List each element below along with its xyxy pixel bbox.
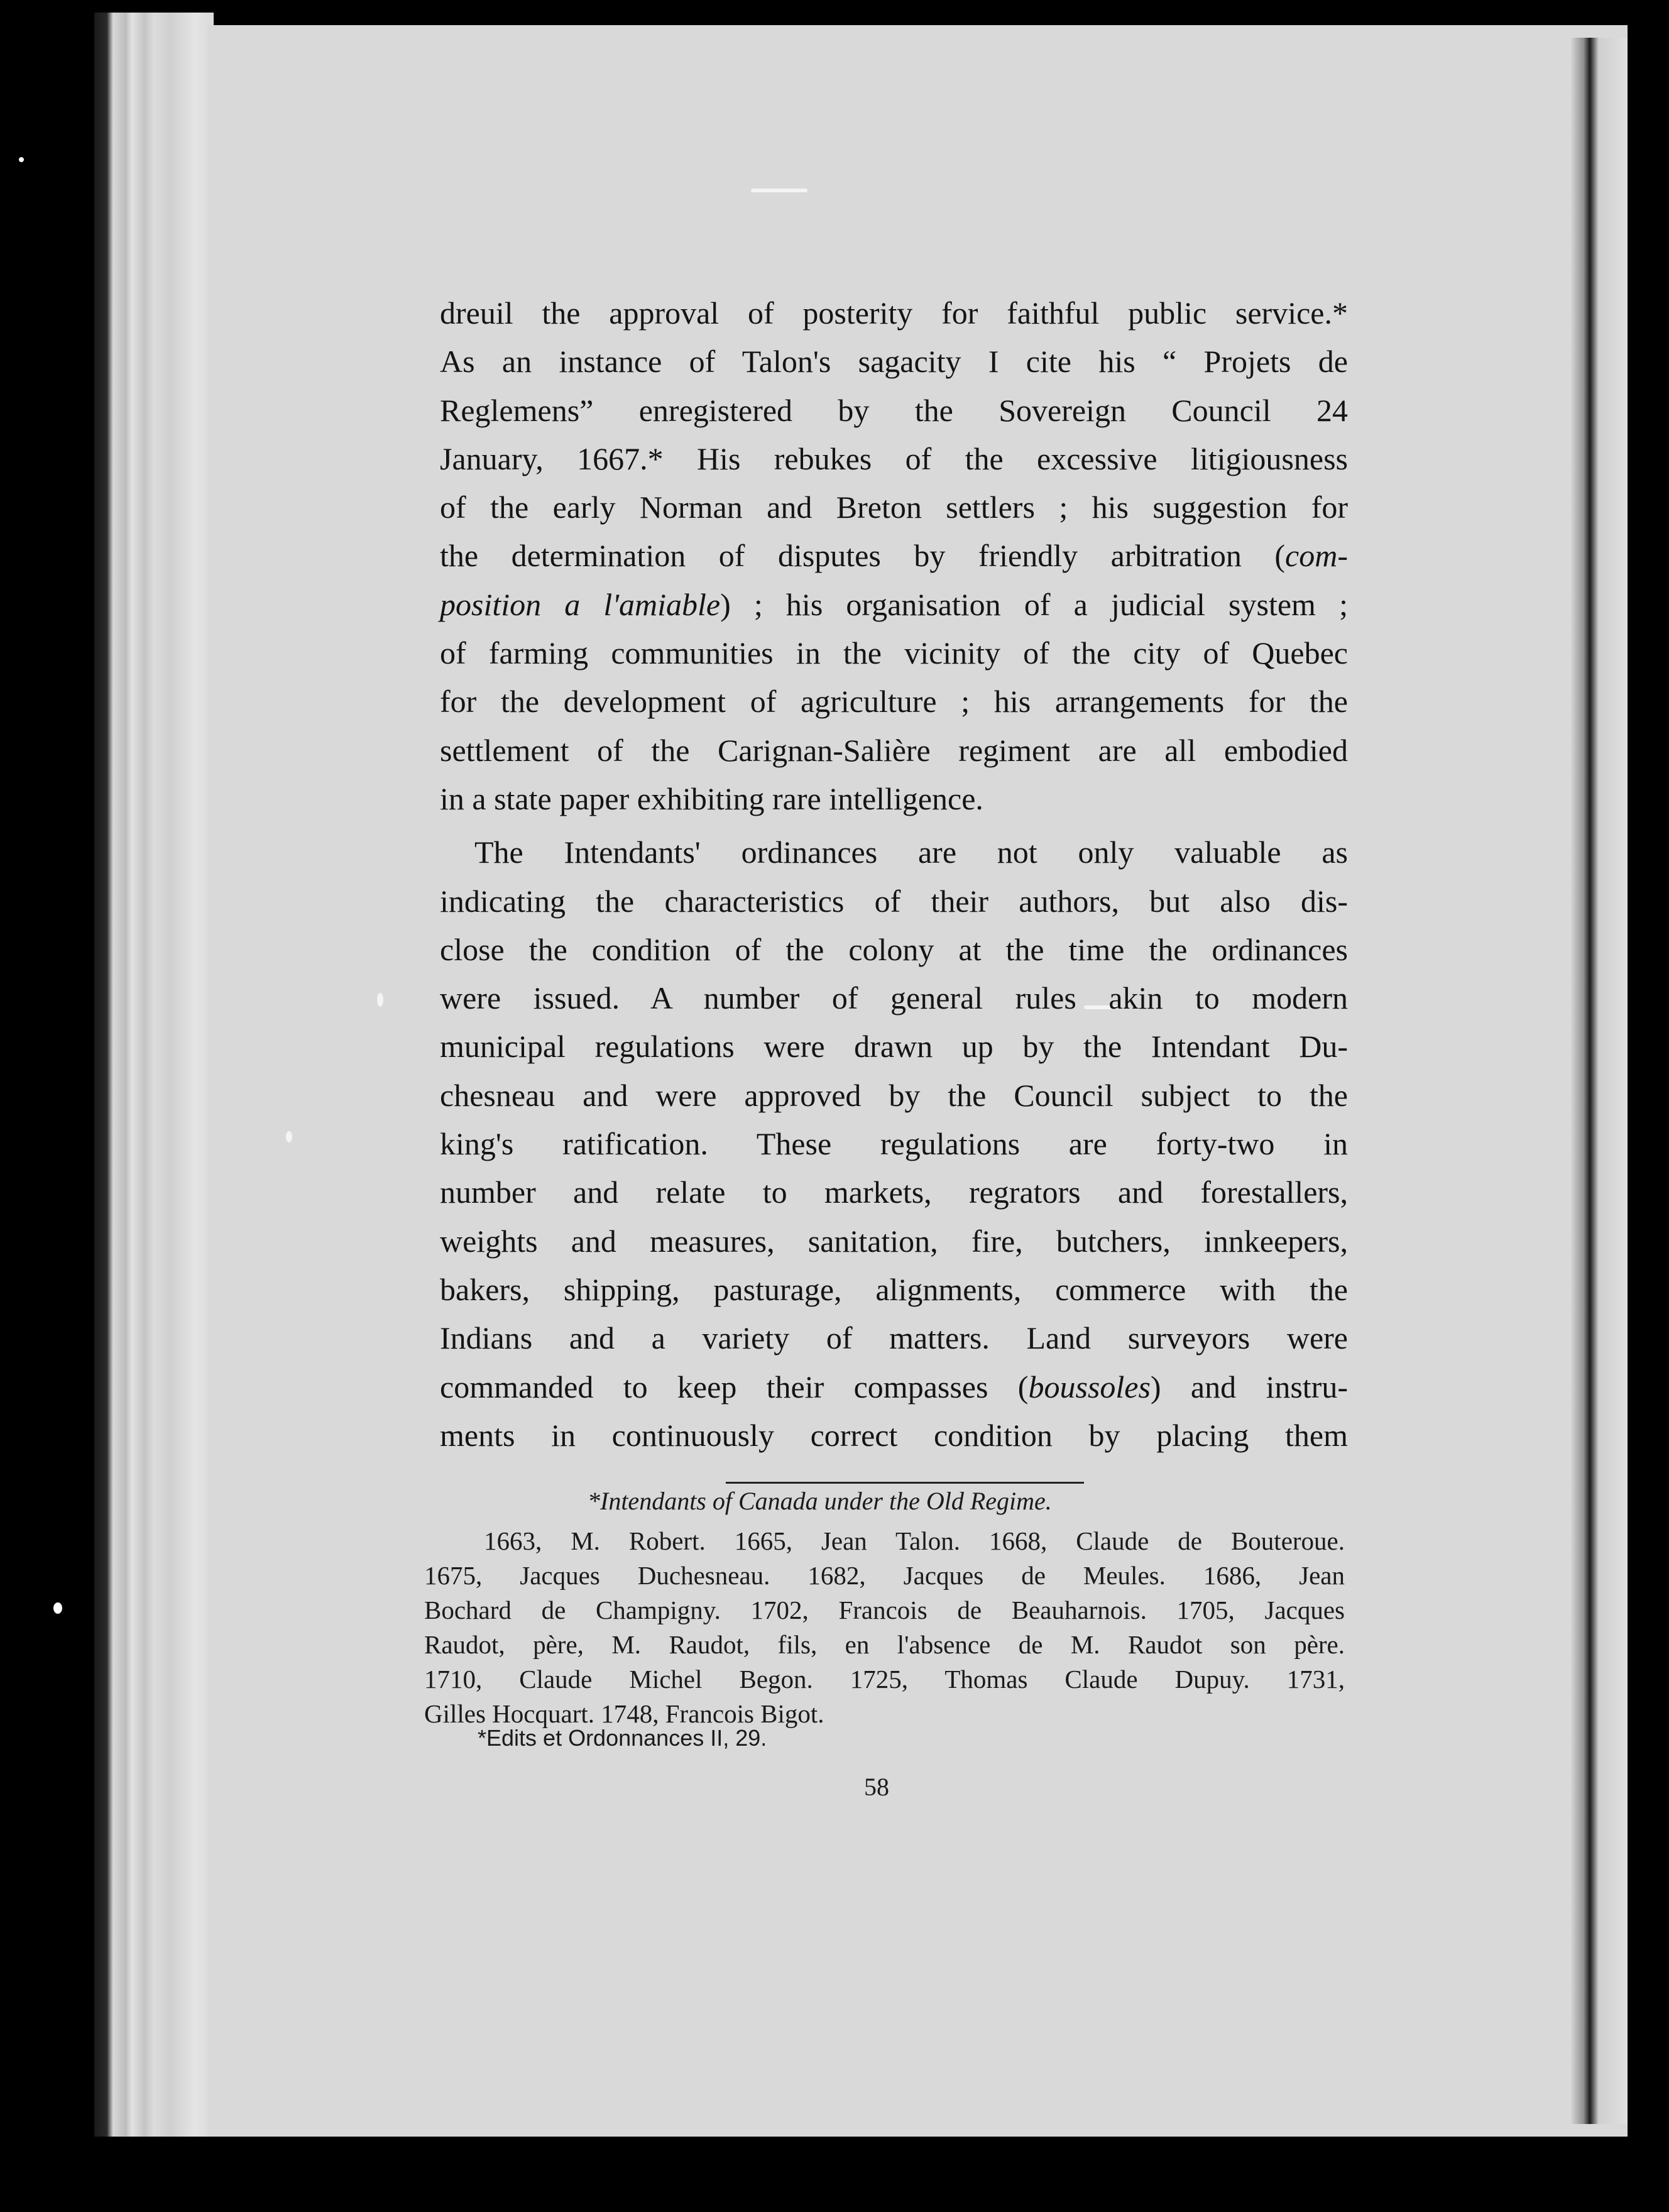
paragraph-1 (440, 289, 1348, 823)
footnote-line: 1663, M. Robert. 1665, Jean Talon. 1668, Claude de Bouteroue. (484, 1526, 1345, 1555)
paragraph-line: bakers, shipping, pasturage, alignments, commerce with the (440, 1271, 1348, 1307)
paragraph-line: in a state paper exhibiting rare intelligence. (440, 780, 983, 816)
footnote-line: Gilles Hocquart. 1748, Francois Bigot. (424, 1699, 824, 1728)
paragraph-line: the determination of disputes by friendly arbitration (com- (440, 538, 1348, 574)
paragraph-line: were issued. A number of general rules akin to modern (440, 980, 1348, 1016)
paragraph-line: commanded to keep their compasses (boussoles) and instru- (440, 1369, 1348, 1404)
paragraph-line: As an instance of Talon's sagacity I cite his “ Projets de (440, 344, 1348, 380)
paragraph-line: for the development of agriculture ; his arrangements for the (440, 684, 1348, 720)
footnote-divider (726, 1482, 1084, 1484)
paragraph-line: The Intendants' ordinances are not only valuable as (474, 835, 1348, 870)
paragraph-line: of the early Norman and Breton settlers ; his suggestion for (440, 490, 1348, 525)
scan-speck (19, 157, 24, 162)
paragraph-line: indicating the characteristics of their authors, but also dis- (440, 883, 1348, 919)
scan-speck (377, 993, 383, 1007)
paragraph-line: dreuil the approval of posterity for faithful public service.* (440, 295, 1348, 331)
paragraph-2 (440, 828, 1348, 1460)
body-text (440, 289, 1348, 1460)
footnote-line: 1710, Claude Michel Begon. 1725, Thomas Claude Dupuy. 1731, (424, 1665, 1345, 1694)
paragraph-line: January, 1667.* His rebukes of the excessive litigiousness (440, 441, 1348, 476)
scan-speck (286, 1131, 292, 1142)
paragraph-line: municipal regulations were drawn up by the Intendant Du- (440, 1029, 1348, 1065)
page-gutter-shadow (1571, 38, 1628, 2124)
footnote-line: Bochard de Champigny. 1702, Francois de Beauharnois. 1705, Jacques (424, 1596, 1345, 1624)
paragraph-line: Reglemens” enregistered by the Sovereign Council 24 (440, 392, 1348, 428)
scan-speck (53, 1602, 62, 1614)
paragraph-line: weights and measures, sanitation, fire, butchers, innkeepers, (440, 1223, 1348, 1259)
paragraph-line: king's ratification. These regulations are forty-two in (440, 1126, 1348, 1162)
footnote-intendants-list (424, 1524, 1345, 1731)
footnote-line: 1675, Jacques Duchesneau. 1682, Jacques de Meules. 1686, Jean (424, 1561, 1345, 1590)
paragraph-line: settlement of the Carignan-Salière regiment are all embodied (440, 732, 1348, 768)
paragraph-line: chesneau and were approved by the Council subject to the (440, 1077, 1348, 1113)
footnote-line: Raudot, père, M. Raudot, fils, en l'absence de M. Raudot son père. (424, 1630, 1345, 1659)
paragraph-line: Indians and a variety of matters. Land surveyors were (440, 1320, 1348, 1356)
paragraph-line: number and relate to markets, regrators and forestallers, (440, 1174, 1348, 1210)
book-page-edges (94, 13, 214, 2137)
paragraph-line: close the condition of the colony at the time the ordinances (440, 931, 1348, 967)
footnote-edits: *Edits et Ordonnances II, 29. (478, 1725, 767, 1751)
footnote-title: *Intendants of Canada under the Old Regime. (588, 1487, 1052, 1515)
paragraph-line: position a l'amiable) ; his organisation of a judicial system ; (440, 586, 1348, 622)
scan-speck (751, 189, 807, 192)
page-number: 58 (864, 1773, 889, 1801)
paragraph-line: of farming communities in the vicinity of the city of Quebec (440, 635, 1348, 671)
paragraph-line: ments in continuously correct condition by placing them (440, 1417, 1348, 1453)
